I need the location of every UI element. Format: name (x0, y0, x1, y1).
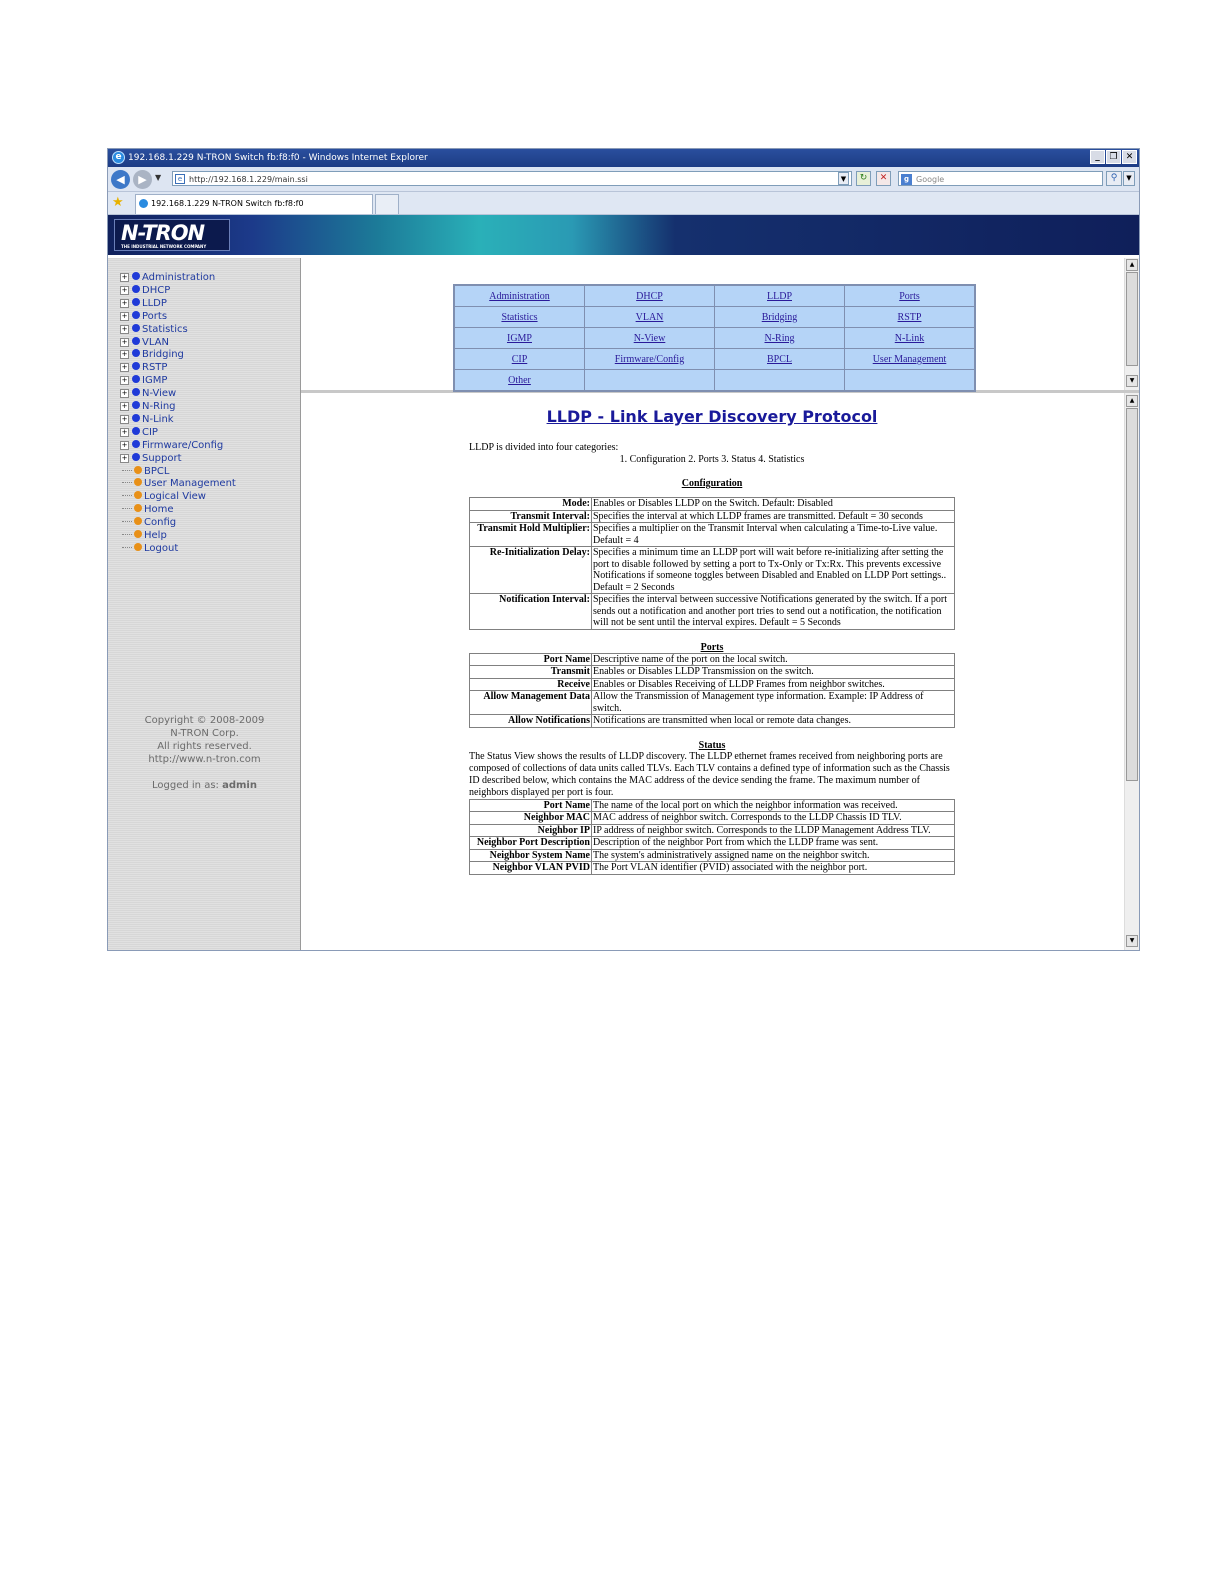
sidebar-item-label: Support (142, 452, 182, 464)
field-description: Enables or Disables Receiving of LLDP Frames from neighbor switches. (592, 678, 955, 691)
sidebar-item-label: Home (144, 504, 174, 516)
field-description: The Port VLAN identifier (PVID) associated with the neighbor port. (592, 862, 955, 875)
sidebar-item-user-management[interactable] (122, 477, 236, 490)
menu-cell (845, 328, 976, 349)
sidebar-item-support[interactable] (120, 452, 182, 465)
tree-line (122, 495, 132, 496)
menu-cell (845, 285, 976, 307)
page-icon (134, 517, 142, 525)
menu-cell (715, 307, 845, 328)
field-description: The name of the local port on which the neighbor information was received. (592, 799, 955, 812)
menu-frame-scrollbar[interactable] (1124, 258, 1139, 390)
menu-cell (585, 370, 715, 392)
tree-line (122, 508, 132, 509)
sidebar-item-label: N-Link (142, 413, 174, 425)
field-description: Specifies a minimum time an LLDP port will wait before re-initializing after setting the port to disable followed by setting a port to Tx-Only or Tx:Rx. This prevents excessive Notifications if someone toggles between Disabled and Enabled on LLDP Port settings.. Default = 2 Seconds (592, 547, 955, 594)
field-description: Enables or Disables LLDP Transmission on the switch. (592, 666, 955, 679)
sidebar-item-config[interactable] (122, 516, 176, 529)
sidebar-item-home[interactable] (122, 503, 174, 516)
table-row (470, 691, 955, 715)
menu-link-cip[interactable]: CIP (511, 353, 528, 365)
logo-text: N-TRON (121, 221, 205, 245)
menu-cell (454, 307, 585, 328)
sidebar-item-n-view[interactable] (120, 387, 176, 400)
url-dropdown-button[interactable]: ▼ (838, 172, 849, 185)
folder-icon (132, 401, 140, 409)
sidebar-item-igmp[interactable] (120, 374, 167, 387)
menu-cell (585, 349, 715, 370)
folder-icon (132, 388, 140, 396)
sidebar-item-label: IGMP (142, 375, 168, 387)
expand-icon[interactable]: + (121, 402, 128, 410)
field-name: Neighbor IP (470, 824, 592, 837)
sidebar-item-label: Bridging (142, 349, 184, 361)
field-description: The system's administratively assigned name on the neighbor switch. (592, 849, 955, 862)
field-description: Enables or Disables LLDP on the Switch. Default: Disabled (592, 498, 955, 511)
ntron-banner (108, 215, 1139, 255)
menu-link-statistics[interactable]: Statistics (501, 311, 538, 323)
menu-link-other[interactable]: Other (508, 374, 531, 386)
copyright-line: Copyright © 2008-2009 (144, 715, 265, 726)
expand-icon[interactable]: + (121, 389, 128, 398)
table-row (470, 510, 955, 523)
menu-link-n-link[interactable]: N-Link (894, 332, 925, 344)
field-name: Transmit Hold Multiplier: (470, 523, 592, 547)
restore-button[interactable]: ❐ (1106, 150, 1121, 164)
field-name: Port Name (470, 799, 592, 812)
menu-frame (301, 258, 1139, 393)
field-description: Allow the Transmission of Management type information. Example: IP Address of switch. (592, 691, 955, 715)
table-row (470, 812, 955, 825)
sidebar-item-label: LLDP (142, 297, 167, 309)
sidebar-item-logical-view[interactable] (122, 490, 206, 503)
expand-icon[interactable]: + (121, 440, 128, 449)
forward-button[interactable]: ▶ (133, 170, 152, 189)
menu-cell (845, 349, 976, 370)
expand-icon[interactable]: + (121, 285, 128, 294)
page-icon (134, 530, 142, 538)
page-content (108, 258, 1139, 950)
menu-cell (454, 285, 585, 307)
refresh-button[interactable]: ↻ (856, 171, 871, 186)
sidebar-item-label: CIP (142, 426, 158, 438)
sidebar-item-cip[interactable] (120, 426, 158, 439)
configuration-heading: Configuration (681, 478, 743, 489)
table-row (470, 678, 955, 691)
title-bar (108, 149, 1139, 167)
menu-cell (715, 328, 845, 349)
field-name: Allow Notifications (470, 715, 592, 728)
close-button[interactable]: ✕ (1122, 150, 1137, 164)
folder-icon (132, 298, 140, 306)
menu-row (454, 349, 975, 370)
field-name: Port Name (470, 653, 592, 666)
category-list: 1. Configuration 2. Ports 3. Status 4. Statistics (619, 454, 805, 465)
expand-icon[interactable]: + (121, 273, 128, 281)
sidebar-item-label: BPCL (144, 465, 170, 477)
folder-icon (132, 285, 140, 293)
sidebar-tree (108, 258, 301, 950)
menu-link-dhcp[interactable]: DHCP (636, 290, 663, 302)
page-icon (134, 504, 142, 512)
field-description: Specifies a multiplier on the Transmit Interval when calculating a Time-to-Live value. Default = 4 (592, 523, 955, 547)
sidebar-item-label: N-Ring (142, 401, 176, 412)
sidebar-item-ports[interactable] (120, 310, 167, 323)
table-row (470, 594, 955, 630)
field-description: IP address of neighbor switch. Corresponds to the LLDP Management Address TLV. (592, 824, 955, 837)
folder-icon (132, 362, 140, 370)
sidebar-item-label: Help (144, 530, 167, 541)
menu-link-n-ring[interactable]: N-Ring (764, 332, 795, 344)
field-name: Transmit Interval: (470, 510, 592, 523)
field-description: Description of the neighbor Port from which the LLDP frame was sent. (592, 837, 955, 850)
expand-icon[interactable]: + (121, 311, 128, 320)
field-description: MAC address of neighbor switch. Corresponds to the LLDP Chassis ID TLV. (592, 812, 955, 825)
menu-cell (585, 285, 715, 307)
scroll-down-arrow-icon[interactable]: ▼ (1126, 375, 1138, 387)
folder-icon (132, 337, 140, 345)
field-name: Mode: (470, 498, 592, 511)
sidebar-item-bridging[interactable] (120, 348, 184, 361)
tree-line (122, 482, 132, 483)
ntron-logo (114, 219, 230, 251)
menu-cell (845, 370, 976, 392)
tree-line (122, 521, 132, 522)
folder-icon (132, 349, 140, 357)
scroll-thumb[interactable] (1126, 408, 1138, 781)
url-input[interactable] (172, 171, 852, 186)
menu-link-lldp[interactable]: LLDP (767, 290, 792, 302)
scroll-up-arrow-icon[interactable]: ▲ (1126, 259, 1138, 271)
new-tab-button[interactable] (375, 194, 399, 214)
logo-tagline: THE INDUSTRIAL NETWORK COMPANY (121, 244, 207, 249)
expand-icon[interactable]: + (121, 363, 128, 372)
menu-link-igmp[interactable]: IGMP (506, 332, 532, 344)
sidebar-item-administration[interactable] (120, 271, 215, 284)
table-row (470, 799, 955, 812)
field-description: Specifies the interval between successive Notifications generated by the switch. If a port sends out a notification and another port tries to send out a notification, the notification will not be sent until the interval expires. Default = 5 Seconds (592, 594, 955, 630)
menu-link-vlan[interactable]: VLAN (635, 311, 664, 323)
table-row (470, 523, 955, 547)
expand-icon[interactable]: + (121, 298, 128, 307)
logged-in-label: Logged in as: (152, 780, 219, 791)
sidebar-item-label: Logical View (144, 491, 206, 503)
back-button[interactable]: ◀ (111, 170, 130, 189)
sidebar-item-label: VLAN (142, 336, 169, 348)
sidebar-item-label: Firmware/Config (142, 439, 224, 451)
folder-icon (132, 414, 140, 422)
window-title: 192.168.1.229 N-TRON Switch fb:f8:f0 - Windows Internet Explorer (128, 153, 428, 163)
sidebar-item-vlan[interactable] (120, 336, 169, 349)
tree-line (122, 470, 132, 471)
sidebar-item-label: Ports (142, 310, 168, 322)
expand-icon[interactable]: + (121, 350, 128, 359)
tab-page-icon (139, 199, 148, 208)
search-options-button[interactable]: ▼ (1123, 171, 1135, 186)
sidebar-item-label: Statistics (142, 323, 188, 335)
menu-link-bridging[interactable]: Bridging (761, 311, 798, 323)
menu-cell (454, 349, 585, 370)
ports-table (469, 653, 955, 728)
sidebar-item-label: Administration (142, 272, 216, 283)
status-table (469, 799, 955, 875)
website-link[interactable]: http://www.n-tron.com (148, 754, 261, 765)
company-line: N-TRON Corp. (170, 728, 239, 739)
tree-line (122, 534, 132, 535)
field-name: Notification Interval: (470, 594, 592, 630)
sidebar-item-n-ring[interactable] (120, 400, 176, 413)
history-dropdown-icon[interactable]: ▼ (155, 173, 162, 182)
scroll-up-arrow-icon[interactable]: ▲ (1126, 395, 1138, 407)
field-name: Receive (470, 678, 592, 691)
sidebar-item-firmware-config[interactable] (120, 439, 223, 452)
main-frame-scrollbar[interactable] (1124, 393, 1139, 950)
folder-icon (132, 375, 140, 383)
internet-explorer-icon: e (112, 151, 125, 164)
menu-cell (454, 328, 585, 349)
menu-link-user-management[interactable]: User Management (872, 353, 947, 365)
field-name: Neighbor Port Description (470, 837, 592, 850)
menu-cell (715, 370, 845, 392)
menu-link-administration[interactable]: Administration (489, 290, 550, 302)
sidebar-item-rstp[interactable] (120, 361, 167, 374)
copyright-block (108, 714, 301, 766)
table-row (470, 666, 955, 679)
menu-link-bpcl[interactable]: BPCL (766, 353, 792, 365)
main-frame (301, 393, 1139, 950)
field-name: Re-Initialization Delay: (470, 547, 592, 594)
menu-row (454, 328, 975, 349)
tree-line (122, 547, 132, 548)
menu-cell (454, 370, 585, 392)
sidebar-item-lldp[interactable] (120, 297, 167, 310)
folder-icon (132, 324, 140, 332)
ports-heading: Ports (700, 641, 724, 653)
logged-in-user: admin (222, 780, 257, 791)
status-heading: Status (698, 739, 726, 751)
stop-button[interactable]: ✕ (876, 171, 891, 186)
sidebar-item-label: Logout (144, 542, 179, 554)
expand-icon[interactable]: + (121, 337, 128, 346)
menu-row (454, 285, 975, 307)
table-row (470, 498, 955, 511)
field-name: Neighbor VLAN PVID (470, 862, 592, 875)
table-row (470, 547, 955, 594)
search-button[interactable]: ⚲ (1106, 171, 1122, 186)
browser-window (107, 148, 1140, 951)
intro-text: LLDP is divided into four categories: (469, 442, 619, 453)
help-document (469, 401, 955, 875)
menu-link-firmware-config[interactable]: Firmware/Config (614, 353, 685, 365)
folder-icon (132, 311, 140, 319)
sidebar-item-n-link[interactable] (120, 413, 174, 426)
sidebar-item-bpcl[interactable] (122, 465, 169, 478)
folder-icon (132, 453, 140, 461)
field-name: Allow Management Data (470, 691, 592, 715)
page-icon (134, 478, 142, 486)
favorites-star-icon[interactable]: ★ (112, 195, 124, 210)
logged-in-status (108, 780, 301, 791)
address-bar (108, 167, 1139, 192)
expand-icon[interactable]: + (121, 324, 128, 333)
status-description: The Status View shows the results of LLDP discovery. The LLDP ethernet frames received from neighboring ports are composed of collections of data units called TLVs. Each TLV contains a defined type of information such as the Chassis ID described below, which contains the MAC address of the device sending the frame. The maximum number of neighbors displayed per port is four. (469, 750, 950, 798)
expand-icon[interactable]: + (121, 427, 128, 436)
expand-icon[interactable]: + (121, 414, 128, 423)
expand-icon[interactable]: + (121, 376, 128, 385)
configuration-table (469, 497, 955, 630)
minimize-button[interactable]: _ (1090, 150, 1105, 164)
sidebar-item-label: User Management (144, 478, 236, 490)
menu-cell (585, 328, 715, 349)
sidebar-item-label: RSTP (142, 362, 168, 374)
sidebar-item-label: Config (144, 517, 177, 529)
sidebar-item-label: DHCP (142, 284, 171, 296)
expand-icon[interactable]: + (121, 453, 128, 462)
menu-cell (585, 307, 715, 328)
menu-cell (715, 285, 845, 307)
page-icon (134, 491, 142, 499)
field-name: Neighbor MAC (470, 812, 592, 825)
table-row (470, 715, 955, 728)
menu-row (454, 370, 975, 392)
field-description: Descriptive name of the port on the local switch. (592, 653, 955, 666)
field-name: Transmit (470, 666, 592, 679)
page-title: LLDP - Link Layer Discovery Protocol (546, 407, 878, 426)
search-placeholder: Google (916, 175, 945, 184)
page-icon (134, 466, 142, 474)
google-icon: g (901, 174, 912, 185)
page-icon: e (175, 174, 185, 184)
folder-icon (132, 427, 140, 435)
sidebar-item-logout[interactable] (122, 542, 178, 555)
sidebar-item-label: N-View (142, 388, 177, 400)
table-row (470, 837, 955, 850)
folder-icon (132, 272, 140, 280)
sidebar-item-dhcp[interactable] (120, 284, 170, 297)
menu-cell (715, 349, 845, 370)
table-row (470, 824, 955, 837)
table-row (470, 653, 955, 666)
table-row (470, 862, 955, 875)
rights-line: All rights reserved. (157, 741, 252, 752)
tab-label: 192.168.1.229 N-TRON Switch fb:f8:f0 (151, 199, 304, 208)
tab-active[interactable] (135, 194, 373, 214)
tab-bar (108, 192, 1139, 215)
menu-link-rstp[interactable]: RSTP (897, 311, 922, 323)
scroll-thumb[interactable] (1126, 272, 1138, 366)
menu-cell (845, 307, 976, 328)
url-text: http://192.168.1.229/main.ssi (189, 175, 308, 184)
menu-link-n-view[interactable]: N-View (633, 332, 666, 344)
table-row (470, 849, 955, 862)
menu-row (454, 307, 975, 328)
search-input[interactable] (898, 171, 1103, 186)
menu-link-ports[interactable]: Ports (899, 290, 920, 302)
sidebar-item-help[interactable] (122, 529, 167, 542)
folder-icon (132, 440, 140, 448)
field-description: Notifications are transmitted when local or remote data changes. (592, 715, 955, 728)
menu-table (453, 284, 976, 392)
page-icon (134, 543, 142, 551)
sidebar-item-statistics[interactable] (120, 323, 188, 336)
scroll-down-arrow-icon[interactable]: ▼ (1126, 935, 1138, 947)
field-name: Neighbor System Name (470, 849, 592, 862)
field-description: Specifies the interval at which LLDP frames are transmitted. Default = 30 seconds (592, 510, 955, 523)
